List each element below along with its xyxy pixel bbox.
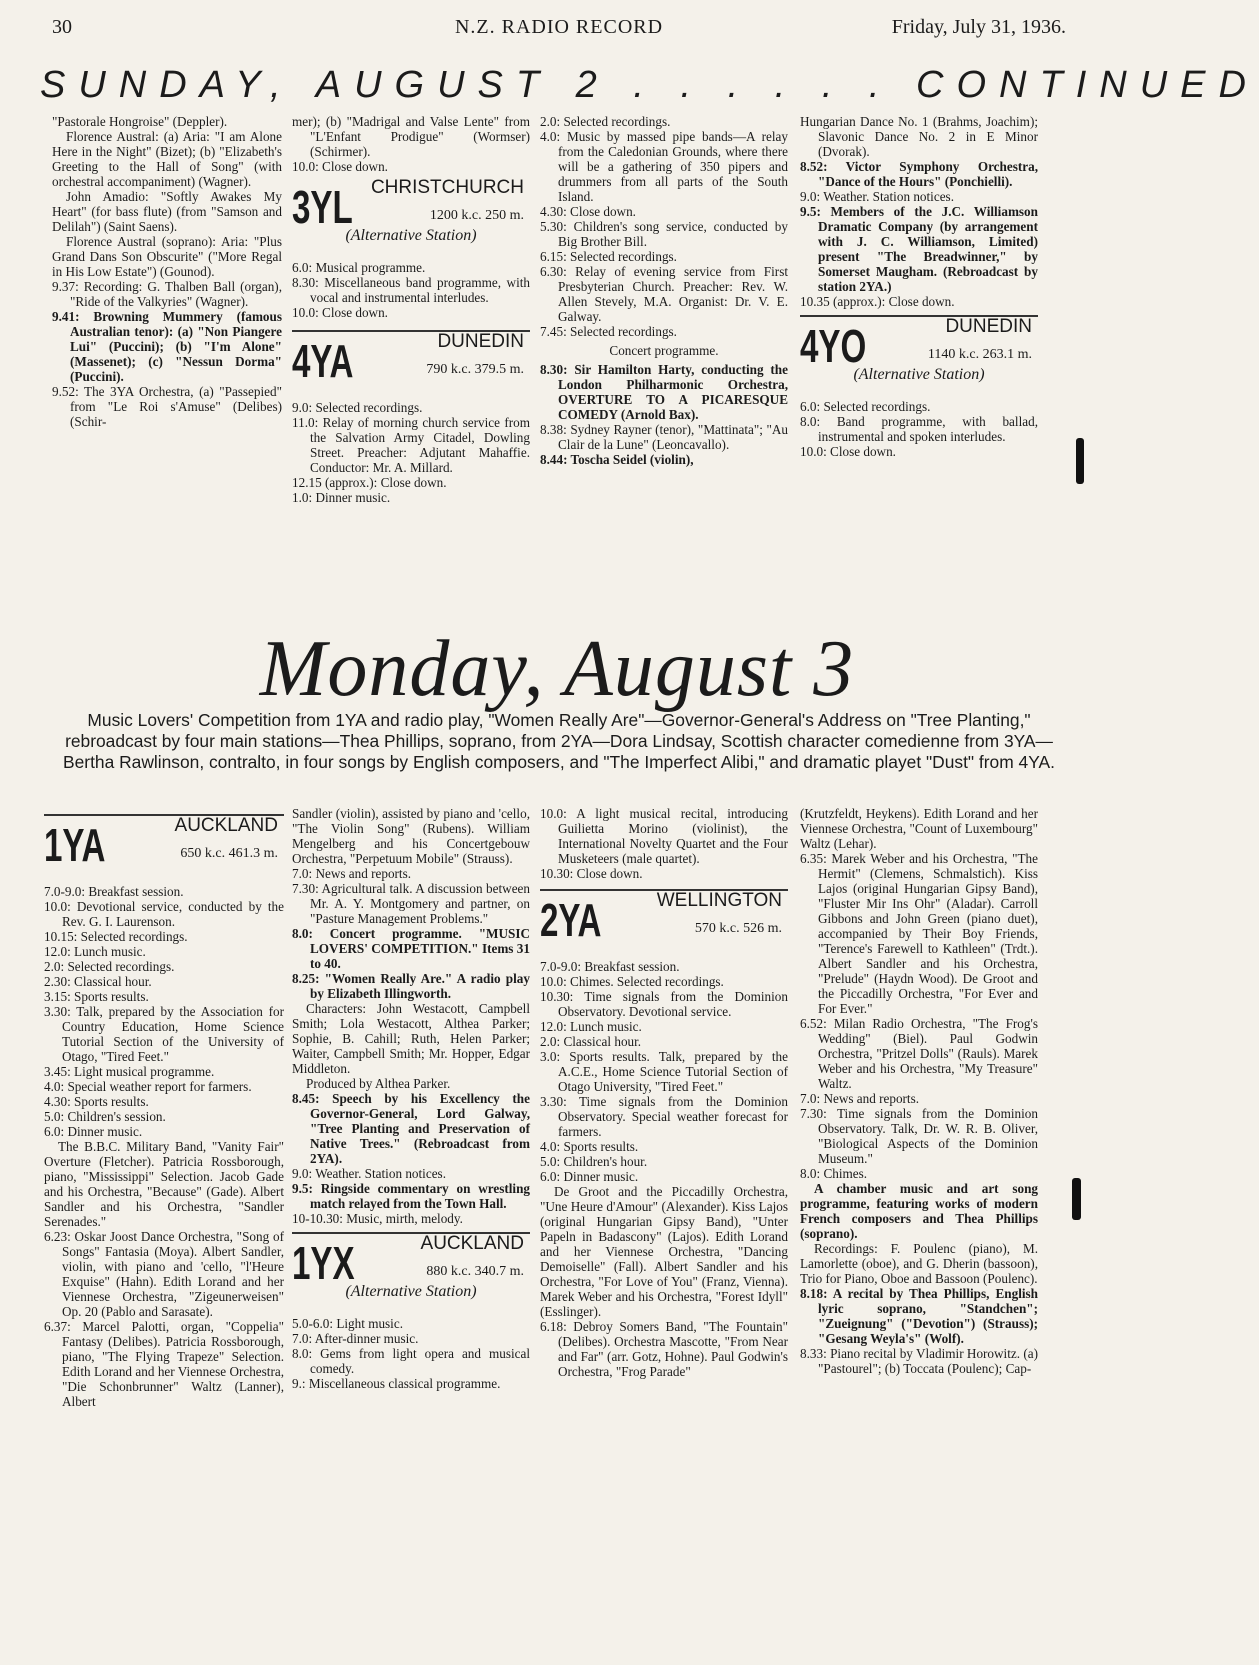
listing-item: Produced by Althea Parker. bbox=[306, 1076, 451, 1091]
listing-item: 5.0: Children's session. bbox=[44, 1109, 166, 1124]
station-type: (Alternative Station) bbox=[345, 1283, 477, 1300]
station-city: WELLINGTON bbox=[656, 890, 782, 911]
listing-item: 6.15: Selected recordings. bbox=[540, 249, 677, 264]
issue-date: Friday, July 31, 1936. bbox=[891, 16, 1066, 38]
listing-item: 2.30: Classical hour. bbox=[44, 974, 152, 989]
listing-item: 10.30: Close down. bbox=[540, 866, 643, 881]
continued-banner: SUNDAY, AUGUST 2 . . . . . . CONTINUED bbox=[40, 64, 1259, 106]
listing-item: Florence Austral (soprano): Aria: "Plus Grand Dans Son Obscurite" ("More Regal in His Low Estate") (Gounod). bbox=[52, 234, 282, 279]
listing-item: 9.37: Recording: G. Thalben Ball (organ), "Ride of the Valkyries" (Wagner). bbox=[52, 279, 282, 309]
station-type: (Alternative Station) bbox=[853, 366, 985, 383]
listing-item: 9.41: Browning Mummery (famous Australian tenor): (a) "Non Piangere Lui" (Puccini); (b) "I'm Alone" (Massenet); (c) "Nessun Dorma" (Puccini). bbox=[52, 309, 282, 384]
listing-item: 8.25: "Women Really Are." A radio play by Elizabeth Illingworth. bbox=[292, 971, 530, 1001]
call-sign: 1YX bbox=[292, 1237, 355, 1289]
listing-item: 1.0: Dinner music. bbox=[292, 490, 391, 505]
station-frequency: 650 k.c. 461.3 m. bbox=[180, 846, 278, 861]
listing-item: 7.0-9.0: Breakfast session. bbox=[540, 959, 680, 974]
page-number: 30 bbox=[52, 16, 72, 38]
station-frequency: 1200 k.c. 250 m. bbox=[429, 208, 524, 223]
sunday-column-4 bbox=[800, 114, 1038, 459]
listing-item: 4.0: Music by massed pipe bands—A relay from the Caledonian Grounds, where there will be a gathering of 350 pipers and drummers from all parts of the South Island. bbox=[540, 129, 788, 204]
listing-item: 2.0: Selected recordings. bbox=[44, 959, 175, 974]
station-city: DUNEDIN bbox=[945, 316, 1032, 337]
section-subhead: Concert programme. bbox=[609, 343, 719, 358]
listing-item: 8.18: A recital by Thea Phillips, English lyric soprano, "Standchen"; "Zueignung" ("Devotion") (Strauss); "Gesang Weyla's" (Wolf). bbox=[800, 1286, 1038, 1346]
listing-item: "Pastorale Hongroise" (Deppler). bbox=[52, 114, 228, 129]
listing-item: 10.0: Close down. bbox=[292, 159, 388, 174]
listing-item: 4.30: Sports results. bbox=[44, 1094, 149, 1109]
listing-item: 2.0: Selected recordings. bbox=[540, 114, 671, 129]
station-type: (Alternative Station) bbox=[345, 227, 477, 244]
listing-item: 8.0: Band programme, with ballad, instrumental and spoken interludes. bbox=[800, 414, 1038, 444]
listing-item: 10.0: Close down. bbox=[292, 305, 388, 320]
station-block-4ya bbox=[292, 331, 530, 396]
listing-item: 9.52: The 3YA Orchestra, (a) "Passepied" from "Le Roi s'Amuse" (Delibes) (Schir- bbox=[52, 384, 282, 429]
listing-item: 7.0: After-dinner music. bbox=[292, 1331, 419, 1346]
listing-item: 7.0: News and reports. bbox=[800, 1091, 920, 1106]
listing-item: 12.0: Lunch music. bbox=[540, 1019, 642, 1034]
listing-item: 6.18: Debroy Somers Band, "The Fountain" (Delibes). Orchestra Mascotte, "From Near and Far" (arr. Gotz, Hohne). Paul Godwin's Orchestra, "Frog Parade" bbox=[540, 1319, 788, 1379]
listing-item: 10.15: Selected recordings. bbox=[44, 929, 188, 944]
listing-item: Sandler (violin), assisted by piano and 'cello, "The Violin Song" (Rubens). William Mengelberg and his Concertgebouw Orchestra, "Perpetuum Mobile" (Strauss). bbox=[292, 806, 530, 866]
listing-item: 7.45: Selected recordings. bbox=[540, 324, 677, 339]
listing-item: 3.45: Light musical programme. bbox=[44, 1064, 215, 1079]
listing-item: The B.B.C. Military Band, "Vanity Fair" Overture (Fletcher). Patricia Rossborough, piano, "Mississippi" Selection. Jacob Gade and his Orchestra, "Because" (Gade). Albert Sandler and his Orchestra, "Sandler Serenades." bbox=[44, 1139, 284, 1229]
listing-item: 8.44: Toscha Seidel (violin), bbox=[540, 452, 694, 467]
listing-item: 9.0: Selected recordings. bbox=[292, 400, 423, 415]
listing-item: 7.0: News and reports. bbox=[292, 866, 412, 881]
listing-item: 12.15 (approx.): Close down. bbox=[292, 475, 447, 490]
monday-column-4 bbox=[800, 806, 1038, 1376]
station-frequency: 790 k.c. 379.5 m. bbox=[426, 362, 524, 377]
listing-item: 8.30: Miscellaneous band programme, with vocal and instrumental interludes. bbox=[292, 275, 530, 305]
monday-column-3 bbox=[540, 806, 788, 1379]
listing-item: 10.0: Chimes. Selected recordings. bbox=[540, 974, 724, 989]
listing-item: 5.0: Children's hour. bbox=[540, 1154, 648, 1169]
day-title: Monday, August 3 bbox=[259, 625, 855, 713]
listing-item: 10.0: Devotional service, conducted by the Rev. G. I. Laurenson. bbox=[44, 899, 284, 929]
listing-item: 9.5: Ringside commentary on wrestling match relayed from the Town Hall. bbox=[292, 1181, 530, 1211]
call-sign: 1YA bbox=[44, 819, 106, 871]
call-sign: 4YO bbox=[800, 320, 867, 372]
listing-item: 10.30: Time signals from the Dominion Observatory. Devotional service. bbox=[540, 989, 788, 1019]
listing-item: 5.0-6.0: Light music. bbox=[292, 1316, 403, 1331]
listing-item: 3.0: Sports results. Talk, prepared by the A.C.E., Home Science Tutorial Section of Otago University, "Tired Feet." bbox=[540, 1049, 788, 1094]
sunday-column-3 bbox=[540, 114, 788, 467]
listing-item: 10.35 (approx.): Close down. bbox=[800, 294, 955, 309]
sunday-column-1 bbox=[52, 114, 282, 429]
station-block-3yl bbox=[292, 177, 530, 256]
listing-item: 6.0: Dinner music. bbox=[540, 1169, 639, 1184]
listing-item: 8.0: Gems from light opera and musical comedy. bbox=[292, 1346, 530, 1376]
monday-column-1 bbox=[44, 812, 284, 1409]
listing-item: Recordings: F. Poulenc (piano), M. Lamorlette (oboe), and G. Dherin (bassoon), Trio for Piano, Oboe and Bassoon (Poulenc). bbox=[800, 1241, 1038, 1286]
call-sign: 4YA bbox=[292, 335, 354, 387]
listing-item: 6.52: Milan Radio Orchestra, "The Frog's Wedding" (Biel). Paul Godwin Orchestra, "Pritzel Dolls" (Rauls). Marek Weber and his Orchestra, "My Treasure" Waltz. bbox=[800, 1016, 1038, 1091]
station-block-4yo bbox=[800, 316, 1038, 395]
station-block-1ya bbox=[44, 815, 284, 880]
listing-item: 9.5: Members of the J.C. Williamson Dramatic Company (by arrangement with J. C. Williamson, Limited) present "The Breadwinner," by Somerset Maugham. (Rebroadcast by station 2YA.) bbox=[800, 204, 1038, 294]
page-header bbox=[52, 14, 1066, 44]
monday-column-2 bbox=[292, 806, 530, 1391]
listing-item: A chamber music and art song programme, featuring works of modern French composers and Thea Phillips (soprano). bbox=[800, 1181, 1038, 1241]
day-summary: Music Lovers' Competition from 1YA and radio play, "Women Really Are"—Governor-General's Address on "Tree Planting," rebroadcast by four main stations—Thea Phillips, soprano, from 2YA—Dora Lindsay, Scottish character comedienne from 3YA—Bertha Rawlinson, contralto, in four songs by English composers, and "The Imperfect Alibi," and dramatic playet "Dust" from 4YA. bbox=[63, 710, 1055, 772]
listing-item: 3.30: Time signals from the Dominion Observatory. Special weather forecast for farmers. bbox=[540, 1094, 788, 1139]
sunday-column-2 bbox=[292, 114, 530, 505]
station-frequency: 1140 k.c. 263.1 m. bbox=[927, 347, 1032, 362]
call-sign: 3YL bbox=[292, 181, 353, 233]
listing-item: 6.0: Dinner music. bbox=[44, 1124, 143, 1139]
listing-item: 4.30: Close down. bbox=[540, 204, 636, 219]
call-sign: 2YA bbox=[540, 894, 602, 946]
listing-item: De Groot and the Piccadilly Orchestra, "Une Heure d'Amour" (Alexander). Kiss Lajos (original Hungarian Gipsy Band), "Unter Papeln in Badascony" (Lajos). Edith Lorand and her Viennese Orchestra, "Dancing Demoiselle" (Fall). Albert Sandler and his Orchestra, "For Love of You" (Franz, Vienna). Marek Weber and his Orchestra, "Forest Idyll" (Esslinger). bbox=[540, 1184, 788, 1319]
station-frequency: 570 k.c. 526 m. bbox=[694, 921, 782, 936]
listing-item: 6.0: Selected recordings. bbox=[800, 399, 931, 414]
station-city: AUCKLAND bbox=[420, 1233, 524, 1254]
listing-item: 8.38: Sydney Rayner (tenor), "Mattinata"; "Au Clair de la Lune" (Leoncavallo). bbox=[540, 422, 788, 452]
listing-item: John Amadio: "Softly Awakes My Heart" (for bass flute) (from "Samson and Delilah") (Saint Saens). bbox=[52, 189, 282, 234]
listing-item: 7.30: Agricultural talk. A discussion between Mr. A. Y. Montgomery and partner, on "Pasture Management Problems." bbox=[292, 881, 530, 926]
listing-item: 6.30: Relay of evening service from First Presbyterian Church. Preacher: Rev. W. Allen Stevely, M.A. Organist: Dr. V. E. Galway. bbox=[540, 264, 788, 324]
listing-item: 6.0: Musical programme. bbox=[292, 260, 426, 275]
listing-item: 12.0: Lunch music. bbox=[44, 944, 146, 959]
listing-item: 9.0: Weather. Station notices. bbox=[292, 1166, 446, 1181]
listing-item: 10.0: Close down. bbox=[800, 444, 896, 459]
listing-item: 8.52: Victor Symphony Orchestra, "Dance of the Hours" (Ponchielli). bbox=[800, 159, 1038, 189]
listing-item: 7.30: Time signals from the Dominion Observatory. Talk, Dr. W. R. B. Oliver, "Biological Aspects of the Dominion Museum." bbox=[800, 1106, 1038, 1166]
listing-item: 11.0: Relay of morning church service from the Salvation Army Citadel, Dowling Street. Preacher: Adjutant Mahaffie. Conductor: Mr. A. Millard. bbox=[292, 415, 530, 475]
listing-item: Hungarian Dance No. 1 (Brahms, Joachim); Slavonic Dance No. 2 in E Minor (Dvorak). bbox=[800, 114, 1038, 159]
station-block-2ya bbox=[540, 890, 788, 955]
listing-item: 7.0-9.0: Breakfast session. bbox=[44, 884, 184, 899]
listing-item: 6.23: Oskar Joost Dance Orchestra, "Song of Songs" Fantasia (Moya). Albert Sandler, violin, with piano and 'cello, "l'Heure Exquise" (Hahn). Edith Lorand and her Viennese Orchestra, "Zigeunerweisen" Op. 20 (Pablo and Sarasate). bbox=[44, 1229, 284, 1319]
publication-title: N.Z. RADIO RECORD bbox=[454, 16, 664, 38]
listing-item: 3.30: Talk, prepared by the Association for Country Education, Home Science Tutorial Section of the University of Otago, "Tired Feet." bbox=[44, 1004, 284, 1064]
listing-item: 6.35: Marek Weber and his Orchestra, "The Hermit" (Clemens, Schmalstich). Kiss Lajos (original Hungarian Gipsy Band), "Fluster Mir Ins Ohr" (Aladar). Carroll Gibbons and John Green (piano duet), accompanied by Their Boy Friends, "Terence's Farewell to Kathleen" (Trdt.). Albert Sandler and his Orchestra, "Prelude" (Haydn Wood). De Groot and the Piccadilly Orchestra, "For Ever and For Ever." bbox=[800, 851, 1038, 1016]
listing-item: 8.45: Speech by his Excellency the Governor-General, Lord Galway, "Tree Planting and Preservation of Native Trees." (Rebroadcast from 2YA). bbox=[292, 1091, 530, 1166]
station-city: DUNEDIN bbox=[437, 331, 524, 352]
listing-item: (Krutzfeldt, Heykens). Edith Lorand and her Viennese Orchestra, "Count of Luxembourg" Waltz (Lehar). bbox=[800, 806, 1038, 851]
listing-item: 9.: Miscellaneous classical programme. bbox=[292, 1376, 501, 1391]
listing-item: 10-10.30: Music, mirth, melody. bbox=[292, 1211, 463, 1226]
listing-item: 5.30: Children's song service, conducted by Big Brother Bill. bbox=[540, 219, 788, 249]
listing-item: 3.15: Sports results. bbox=[44, 989, 149, 1004]
listing-item: 9.0: Weather. Station notices. bbox=[800, 189, 954, 204]
listing-item: 8.30: Sir Hamilton Harty, conducting the London Philharmonic Orchestra, OVERTURE TO A PICARESQUE COMEDY (Arnold Bax). bbox=[540, 362, 788, 422]
listing-item: mer); (b) "Madrigal and Valse Lente" from "L'Enfant Prodigue" (Wormser) (Schirmer). bbox=[292, 114, 530, 159]
margin-ink-mark bbox=[1072, 1178, 1081, 1220]
listing-item: 8.0: Chimes. bbox=[800, 1166, 868, 1181]
station-city: CHRISTCHURCH bbox=[370, 177, 524, 198]
listing-item: 4.0: Special weather report for farmers. bbox=[44, 1079, 252, 1094]
listing-item: 8.33: Piano recital by Vladimir Horowitz. (a) "Pastourel"; (b) Toccata (Poulenc); Cap- bbox=[800, 1346, 1038, 1376]
station-city: AUCKLAND bbox=[174, 815, 278, 836]
listing-item: 8.0: Concert programme. "MUSIC LOVERS' COMPETITION." Items 31 to 40. bbox=[292, 926, 530, 971]
listing-item: 6.37: Marcel Palotti, organ, "Coppelia" Fantasy (Delibes). Patricia Rossborough, piano, "The Flying Trapeze" Selection. Edith Lorand and her Viennese Orchestra, "Die Schonbrunner" Waltz (Lanner), Albert bbox=[44, 1319, 284, 1409]
listing-item: 2.0: Classical hour. bbox=[540, 1034, 642, 1049]
listing-item: 10.0: A light musical recital, introducing Guilietta Morino (violinist), the International Novelty Quartet and the Four Musketeers (male quartet). bbox=[540, 806, 788, 866]
listing-item: Characters: John Westacott, Campbell Smith; Lola Westacott, Althea Parker; Sophie, B. Cahill; Ruth, Helen Parker; Waiter, Campbell Smith; Mr. Hopper, Edgar Middleton. bbox=[292, 1001, 530, 1076]
listing-item: 4.0: Sports results. bbox=[540, 1139, 639, 1154]
station-block-1yx bbox=[292, 1233, 530, 1312]
margin-ink-mark bbox=[1076, 438, 1084, 484]
listing-item: Florence Austral: (a) Aria: "I am Alone Here in the Night" (Bizet); (b) "Elizabeth's Greeting to the Hall of Song" (with orchestral accompaniment) (Wagner). bbox=[52, 129, 282, 189]
station-frequency: 880 k.c. 340.7 m. bbox=[426, 1264, 524, 1279]
